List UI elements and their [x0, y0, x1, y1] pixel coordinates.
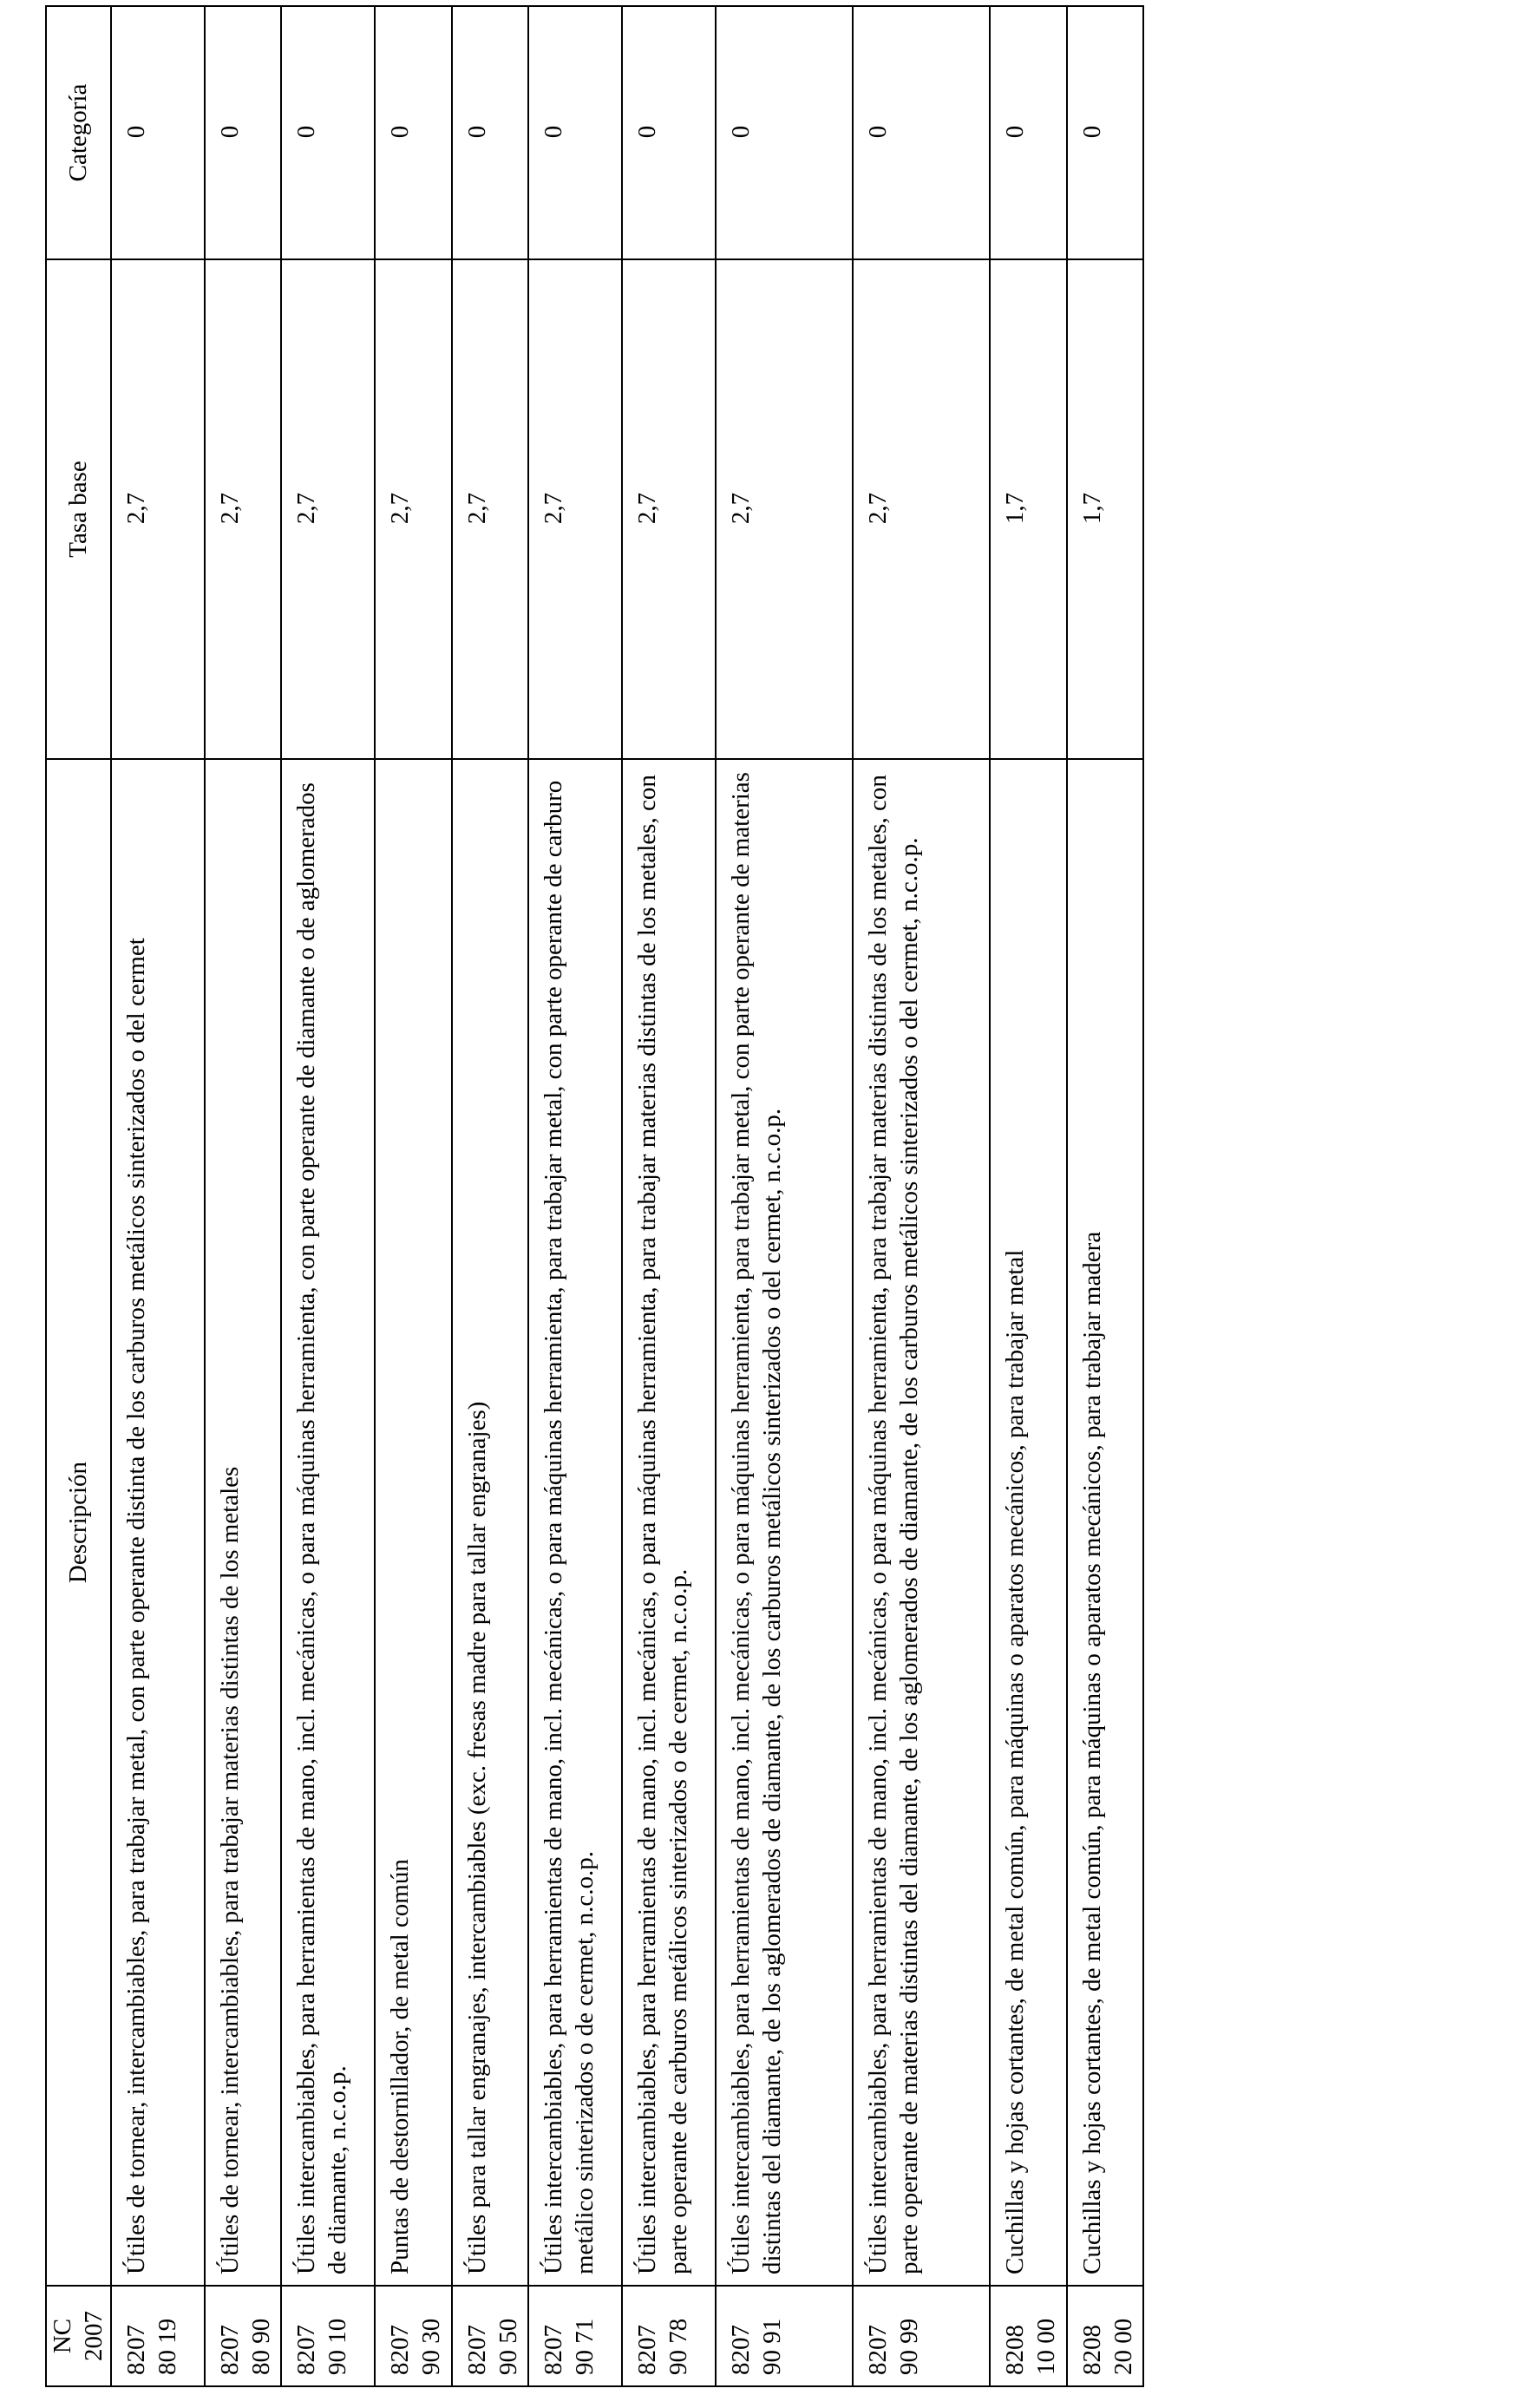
cell-rate: 2,7: [205, 259, 282, 759]
table-row: [622, 6, 716, 2386]
cell-code: 8207 80 19: [111, 2286, 205, 2386]
cell-rate: 2,7: [375, 259, 452, 759]
cell-code: 8207 90 99: [853, 2286, 990, 2386]
cell-category: 0: [853, 6, 990, 259]
header-row: [46, 6, 111, 2386]
cell-rate: 2,7: [111, 259, 205, 759]
cell-category: 0: [205, 6, 282, 259]
header-category: Categoría: [46, 6, 111, 259]
cell-rate: 1,7: [990, 259, 1067, 759]
cell-category: 0: [528, 6, 622, 259]
table-row: [452, 6, 529, 2386]
header-code: NC 2007: [46, 2286, 111, 2386]
table-row: [375, 6, 452, 2386]
cell-rate: 2,7: [853, 259, 990, 759]
cell-code: 8207 80 90: [205, 2286, 282, 2386]
cell-description: Útiles intercambiables, para herramientas de mano, incl. mecánicas, o para máquinas herramienta, para trabajar materias distintas de los metales, con parte operante de materias distintas del diamante, de los aglomerados de diamante, de los carburos metálicos sinterizados o del cermet, n.c.o.p.: [853, 759, 990, 2286]
table-body: [111, 6, 1144, 2386]
tariff-table: [45, 5, 1144, 2387]
cell-category: 0: [1067, 6, 1144, 259]
rotated-page: [45, 7, 1137, 2387]
cell-rate: 2,7: [622, 259, 716, 759]
table-row: [716, 6, 853, 2386]
cell-category: 0: [990, 6, 1067, 259]
cell-category: 0: [716, 6, 853, 259]
table-row: [528, 6, 622, 2386]
table-row: [1067, 6, 1144, 2386]
table-row: [281, 6, 375, 2386]
cell-rate: 2,7: [452, 259, 529, 759]
table-row: [990, 6, 1067, 2386]
cell-description: Útiles intercambiables, para herramientas de mano, incl. mecánicas, o para máquinas herramienta, para trabajar materias distintas de los metales, con parte operante de carburos metálicos sinterizados o de cermet, n.c.o.p.: [622, 759, 716, 2286]
cell-code: 8207 90 78: [622, 2286, 716, 2386]
cell-category: 0: [452, 6, 529, 259]
cell-rate: 2,7: [716, 259, 853, 759]
cell-description: Cuchillas y hojas cortantes, de metal común, para máquinas o aparatos mecánicos, para trabajar metal: [990, 759, 1067, 2286]
cell-code: 8208 10 00: [990, 2286, 1067, 2386]
cell-category: 0: [281, 6, 375, 259]
cell-rate: 2,7: [281, 259, 375, 759]
cell-description: Útiles intercambiables, para herramientas de mano, incl. mecánicas, o para máquinas herramienta, para trabajar metal, con parte operante de materias distintas del diamante, de los aglomerados de diamante, de los carburos metálicos sinterizados o del cermet, n.c.o.p.: [716, 759, 853, 2286]
header-description: Descripción: [46, 759, 111, 2286]
cell-description: Útiles para tallar engranajes, intercambiables (exc. fresas madre para tallar engranajes): [452, 759, 529, 2286]
cell-code: 8207 90 71: [528, 2286, 622, 2386]
cell-rate: 1,7: [1067, 259, 1144, 759]
header-rate: Tasa base: [46, 259, 111, 759]
cell-code: 8207 90 10: [281, 2286, 375, 2386]
cell-description: Útiles de tornear, intercambiables, para trabajar metal, con parte operante distinta de los carburos metálicos sinterizados o del cermet: [111, 759, 205, 2286]
cell-code: 8207 90 30: [375, 2286, 452, 2386]
cell-category: 0: [111, 6, 205, 259]
cell-description: Útiles intercambiables, para herramientas de mano, incl. mecánicas, o para máquinas herramienta, para trabajar metal, con parte operante de carburo metálico sinterizados o de cermet, n.c.o.p.: [528, 759, 622, 2286]
table-row: [853, 6, 990, 2386]
cell-code: 8208 20 00: [1067, 2286, 1144, 2386]
cell-code: 8207 90 50: [452, 2286, 529, 2386]
cell-rate: 2,7: [528, 259, 622, 759]
cell-category: 0: [622, 6, 716, 259]
table-row: [111, 6, 205, 2386]
cell-description: Útiles intercambiables, para herramientas de mano, incl. mecánicas, o para máquinas herramienta, con parte operante de diamante o de aglomerados de diamante, n.c.o.p.: [281, 759, 375, 2286]
cell-category: 0: [375, 6, 452, 259]
cell-description: Cuchillas y hojas cortantes, de metal común, para máquinas o aparatos mecánicos, para trabajar madera: [1067, 759, 1144, 2286]
cell-description: Puntas de destornillador, de metal común: [375, 759, 452, 2286]
cell-description: Útiles de tornear, intercambiables, para trabajar materias distintas de los metales: [205, 759, 282, 2286]
table-row: [205, 6, 282, 2386]
cell-code: 8207 90 91: [716, 2286, 853, 2386]
